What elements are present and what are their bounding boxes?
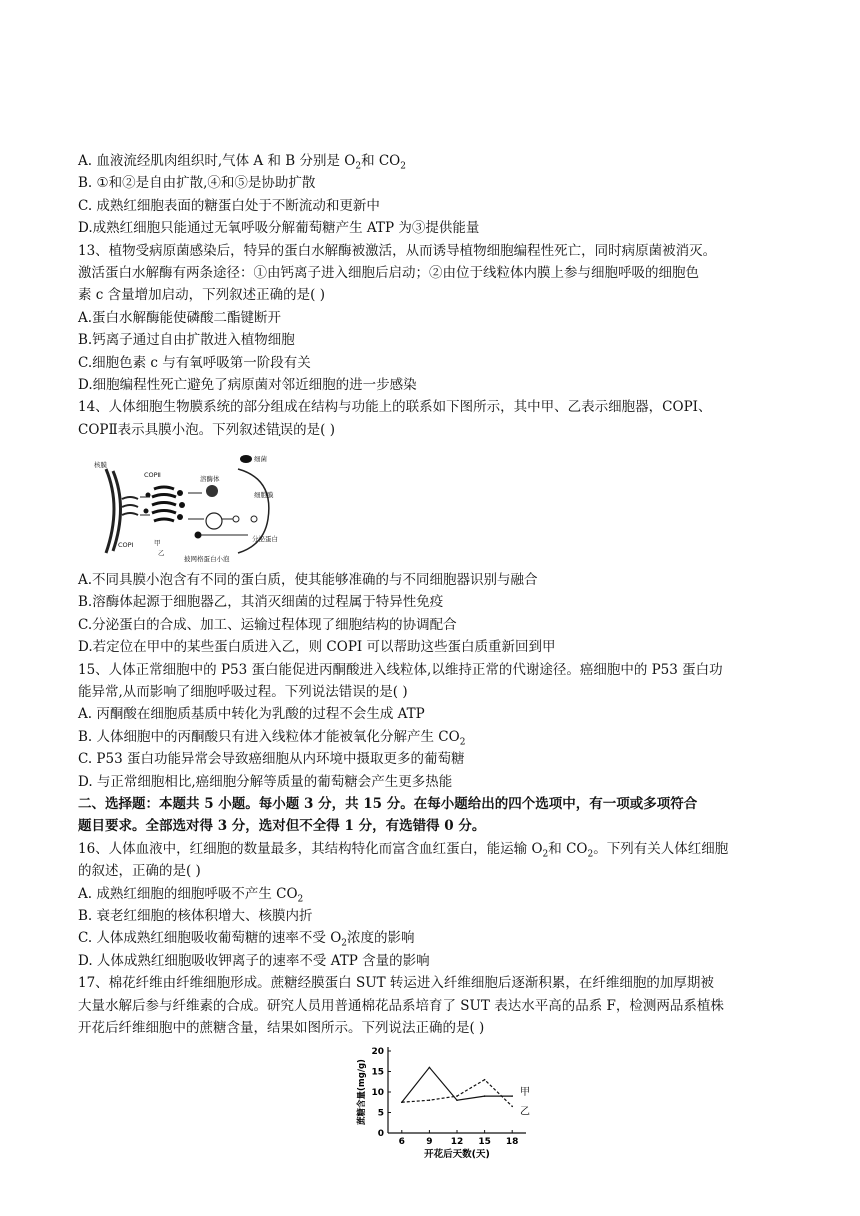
q15-option-b: B. 人体细胞中的丙酮酸只有进入线粒体才能被氧化分解产生 $CO_2$	[78, 728, 466, 748]
q13-stem-line1: 13、植物受病原菌感染后，特异的蛋白水解酶被激活，从而诱导植物细胞编程性死亡，同时病原菌被消灭。	[78, 242, 717, 259]
section2-heading-line2: 题目要求。全部选对得 3 分，选对但不全得 1 分，有选错得 0 分。	[78, 818, 486, 835]
q16-option-d: D. 人体成熟红细胞吸收钾离子的速率不受 ATP 含量的影响	[78, 952, 430, 969]
data-point	[456, 1100, 458, 1102]
membrane-system-diagram	[88, 449, 278, 565]
q13-option-b: B.钙离子通过自由扩散进入植物细胞	[78, 332, 295, 349]
q12-option-b: B. ①和②是自由扩散,④和⑤是协助扩散	[78, 175, 316, 192]
q14-stem-line2: COPⅡ表示具膜小泡。下列叙述错误的是( )	[78, 421, 335, 438]
q15-option-a: A. 丙酮酸在细胞质基质中转化为乳酸的过程不会生成 ATP	[78, 706, 425, 723]
q16-option-a: A. 成熟红细胞的细胞呼吸不产生 $CO_2$	[78, 885, 304, 905]
membrane-system-figure	[88, 449, 278, 565]
q16-option-c: C. 人体成熟红细胞吸收葡萄糖的速率不受 $O_2$浓度的影响	[78, 930, 415, 950]
q12-option-a: A. 血液流经肌肉组织时,气体 A 和 B 分别是 $O_2$和 $CO_2$	[78, 153, 406, 172]
series-line-yi	[402, 1080, 512, 1107]
y-tick-label: 5	[377, 1108, 384, 1119]
y-tick-label: 10	[371, 1088, 384, 1099]
q13-option-c: C.细胞色素 c 与有氧呼吸第一阶段有关	[78, 354, 311, 371]
q17-stem-line1: 17、棉花纤维由纤维细胞形成。蔗糖经膜蛋白 SUT 转运进入纤维细胞后逐渐积累，在纤维细胞的加厚期被	[78, 975, 714, 992]
q13-stem-line2: 激活蛋白水解酶有两条途径：①由钙离子进入细胞后启动；②由位于线粒体内膜上参与细胞呼吸的细胞色	[78, 264, 699, 281]
legend-label-jia: 甲	[520, 1087, 530, 1099]
q14-stem-line1: 14、人体细胞生物膜系统的部分组成在结构与功能上的联系如下图所示，其中甲、乙表示细胞器，COPI、	[78, 399, 712, 416]
golgi-yi-shape	[152, 487, 176, 521]
data-point	[456, 1096, 458, 1098]
label-lysosome: 溶酶体	[200, 475, 220, 484]
q15-option-c: C. P53 蛋白功能异常会导致癌细胞从内环境中摄取更多的葡萄糖	[78, 751, 465, 768]
lysosome-shape	[206, 485, 218, 497]
q14-option-b: B.溶酶体起源于细胞器乙，其消灭细菌的过程属于特异性免疫	[78, 594, 444, 611]
transport-arrows	[140, 493, 248, 535]
x-tick-label: 18	[505, 1137, 519, 1148]
q15-stem-line2: 能异常,从而影响了细胞呼吸过程。下列说法错误的是( )	[78, 684, 408, 701]
label-copi: COPⅠ	[118, 541, 134, 550]
y-tick-label: 0	[377, 1129, 384, 1140]
q13-option-d: D.细胞编程性死亡避免了病原菌对邻近细胞的进一步感染	[78, 376, 417, 393]
legend-label-yi: 乙	[520, 1106, 530, 1118]
phagosome-shape	[206, 513, 222, 529]
data-point	[429, 1067, 431, 1069]
x-axis-label: 开花后天数(天)	[424, 1149, 490, 1161]
q16-option-b: B. 衰老红细胞的核体积增大、核膜内折	[78, 907, 313, 924]
q16-stem-line1: 16、人体血液中，红细胞的数量最多，其结构特化而富含血红蛋白，能运输 $O_2$和 $CO_2$。下列有关人体红细胞	[78, 840, 729, 860]
q14-option-c: C.分泌蛋白的合成、加工、运输过程体现了细胞结构的协调配合	[78, 616, 457, 633]
q14-option-a: A.不同具膜小泡含有不同的蛋白质，使其能够准确的与不同细胞器识别与融合	[78, 572, 538, 589]
q12-option-d: D.成熟红细胞只能通过无氧呼吸分解葡萄糖产生 ATP 为③提供能量	[78, 220, 480, 237]
label-yi: 乙	[158, 549, 165, 558]
q16-stem-line2: 的叙述，正确的是( )	[78, 863, 201, 880]
data-point	[401, 1102, 403, 1104]
q13-option-a: A.蛋白水解酶能使磷酸二酯键断开	[78, 309, 282, 326]
q15-stem-line1: 15、人体正常细胞中的 P53 蛋白能促进丙酮酸进入线粒体,以维持正常的代谢途径。癌细胞中的 P53 蛋白功	[78, 661, 723, 678]
q12-option-c: C. 成熟红细胞表面的糖蛋白处于不断流动和更新中	[78, 197, 380, 214]
sucrose-chart-figure	[336, 1041, 536, 1161]
emphasis-word: 错误	[266, 421, 294, 438]
x-tick-label: 15	[478, 1137, 491, 1148]
x-tick-label: 6	[398, 1137, 405, 1148]
x-tick-label: 9	[426, 1137, 433, 1148]
label-secreted-protein: 分泌蛋白	[252, 535, 278, 544]
y-tick-label: 20	[371, 1047, 384, 1058]
bacteria-shape	[240, 455, 252, 463]
data-point	[484, 1079, 486, 1081]
nuclear-membrane-shape	[106, 469, 114, 553]
q17-stem-line3: 开花后纤维细胞中的蔗糖含量，结果如图所示。下列说法正确的是( )	[78, 1019, 485, 1036]
label-nuclear-membrane: 核膜	[94, 461, 107, 470]
q13-stem-line3: 素 c 含量增加启动，下列叙述正确的是( )	[78, 287, 325, 304]
data-point	[511, 1096, 513, 1098]
data-point	[511, 1106, 513, 1108]
er-stack	[122, 497, 138, 515]
label-clathrin-vesicle: 披网格蛋白小泡	[184, 555, 230, 564]
sucrose-line-chart	[336, 1041, 536, 1161]
label-copii: COPⅡ	[144, 471, 161, 480]
q14-option-d: D.若定位在甲中的某些蛋白质进入乙，则 COPI 可以帮助这些蛋白质重新回到甲	[78, 639, 556, 656]
series-line-jia	[402, 1068, 512, 1103]
label-jia: 甲	[154, 539, 161, 548]
data-point	[484, 1096, 486, 1098]
data-point	[429, 1100, 431, 1102]
x-tick-label: 12	[450, 1137, 464, 1148]
q17-stem-line2: 大量水解后参与纤维素的合成。研究人员用普通棉花品系培育了 SUT 表达水平高的品系 F，检测两品系植株	[78, 997, 724, 1014]
section2-heading-line1: 二、选择题：本题共 5 小题。每小题 3 分，共 15 分。在每小题给出的四个选项中，有一项或多项符合	[78, 795, 698, 812]
y-axis-label: 蔗糖含量(mg/g)	[357, 1059, 367, 1126]
label-cell-membrane: 细胞膜	[254, 491, 274, 500]
y-tick-label: 15	[371, 1067, 384, 1078]
label-bacteria: 细菌	[254, 455, 267, 464]
document-page	[78, 150, 798, 1161]
q15-option-d: D. 与正常细胞相比,癌细胞分解等质量的葡萄糖会产生更多热能	[78, 773, 453, 790]
